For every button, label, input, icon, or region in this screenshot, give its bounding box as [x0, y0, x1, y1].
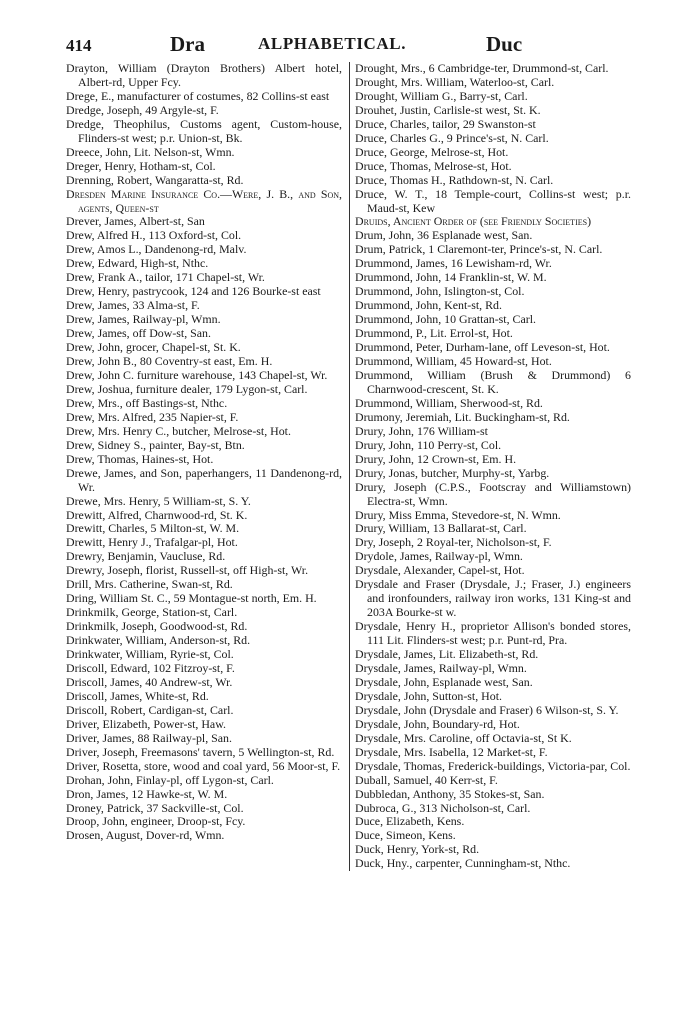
directory-entry: Drummond, John, Islington-st, Col. [355, 284, 525, 299]
directory-entry: Dron, James, 12 Hawke-st, W. M. [66, 786, 228, 801]
directory-entry: Driscoll, Edward, 102 Fitzroy-st, F. [66, 660, 235, 675]
directory-entry: Driscoll, James, White-st, Rd. [66, 688, 209, 703]
directory-entry: Drew, Edward, High-st, Nthc. [66, 256, 209, 271]
directory-entry: Drinkwater, William, Anderson-st, Rd. [66, 633, 251, 648]
directory-entry: Drysdale, James, Railway-pl, Wmn. [355, 660, 527, 675]
directory-entry: Drummond, James, 16 Lewisham-rd, Wr. [355, 256, 552, 271]
directory-entry: Drew, James, off Dow-st, San. [66, 326, 211, 341]
directory-entry: Drayton, William (Drayton Brothers) Albert hotel, Albert-rd, Upper Fcy. [66, 61, 342, 89]
directory-entry: Drew, James, 33 Alma-st, F. [66, 298, 200, 313]
directory-entry: Drysdale, John (Drysdale and Fraser) 6 Wilson-st, S. Y. [355, 702, 619, 717]
directory-entry: Driscoll, James, 40 Andrew-st, Wr. [66, 674, 233, 689]
page-title: ALPHABETICAL. [258, 34, 407, 53]
directory-entry: Duce, Elizabeth, Kens. [355, 814, 465, 829]
directory-entry: Drew, Mrs. Alfred, 235 Napier-st, F. [66, 409, 239, 424]
directory-entry: Drinkmilk, George, Station-st, Carl. [66, 605, 238, 620]
directory-entry: Drummond, John, 10 Grattan-st, Carl. [355, 312, 536, 327]
directory-entry: Drury, John, 12 Crown-st, Em. H. [355, 451, 517, 466]
directory-entry: Drewe, Mrs. Henry, 5 William-st, S. Y. [66, 493, 251, 508]
directory-entry: Drum, Patrick, 1 Claremont-ter, Prince's-st, N. Carl. [355, 242, 603, 257]
directory-entry: Dry, Joseph, 2 Royal-ter, Nicholson-st, F. [355, 535, 552, 550]
directory-entry: Druce, Charles, tailor, 29 Swanston-st [355, 116, 536, 131]
directory-entry: Drury, John, 110 Perry-st, Col. [355, 437, 502, 452]
directory-entry: Drummond, John, 14 Franklin-st, W. M. [355, 270, 547, 285]
directory-entry: Drury, John, 176 William-st [355, 423, 488, 438]
directory-entry: Drum, John, 36 Esplanade west, San. [355, 228, 533, 243]
directory-entry: Duce, Simeon, Kens. [355, 828, 456, 843]
directory-entry: Drew, Amos L., Dandenong-rd, Malv. [66, 242, 247, 257]
directory-entry: Drummond, P., Lit. Errol-st, Hot. [355, 326, 513, 341]
right-column [349, 62, 631, 871]
page-header [66, 30, 665, 56]
directory-entry: Drummond, John, Kent-st, Rd. [355, 298, 502, 313]
right-running-key: Duc [486, 32, 523, 56]
directory-entry: Duck, Henry, York-st, Rd. [355, 842, 480, 857]
directory-entry: Drummond, William, 45 Howard-st, Hot. [355, 354, 552, 369]
directory-entry: Druce, Thomas, Melrose-st, Hot. [355, 158, 512, 173]
directory-entry: Droney, Patrick, 37 Sackville-st, Col. [66, 800, 244, 815]
directory-entry: Driscoll, Robert, Cardigan-st, Carl. [66, 702, 234, 717]
directory-entry: Drewe, James, and Son, paperhangers, 11 Dandenong-rd, Wr. [66, 465, 342, 494]
directory-entry: Drew, James, Railway-pl, Wmn. [66, 312, 221, 327]
directory-entry: Drury, Miss Emma, Stevedore-st, N. Wmn. [355, 507, 561, 522]
directory-entry: Drenning, Robert, Wangaratta-st, Rd. [66, 172, 244, 187]
directory-entry: Dredge, Joseph, 49 Argyle-st, F. [66, 102, 219, 117]
directory-entry: Drought, Mrs. William, Waterloo-st, Carl. [355, 74, 555, 89]
directory-entry: Drysdale, Henry H., proprietor Allison's bonded stores, 111 Lit. Flinders-st west; p.r. Punt-rd, Pra. [355, 619, 631, 648]
directory-entry: Drew, Joshua, furniture dealer, 179 Lygon-st, Carl. [66, 381, 308, 396]
left-column [66, 62, 342, 871]
directory-entry: Drysdale, Thomas, Frederick-buildings, Victoria-par, Col. [355, 758, 631, 773]
left-running-key: Dra [170, 32, 205, 56]
directory-entry: Drysdale and Fraser (Drysdale, J.; Fraser, J.) engineers and ironfounders, railway iron works, 131 King-st and 203A Bourke-st w. [355, 577, 631, 620]
directory-entry: Drewry, Joseph, florist, Russell-st, off High-st, Wr. [66, 563, 309, 578]
directory-entry: Drew, Mrs. Henry C., butcher, Melrose-st, Hot. [66, 423, 291, 438]
directory-entry: Driver, James, 88 Railway-pl, San. [66, 730, 232, 745]
directory-entry: Drummond, William, Sherwood-st, Rd. [355, 395, 543, 410]
directory-entry: Drysdale, Mrs. Caroline, off Octavia-st, St K. [355, 730, 572, 745]
directory-entry: Drew, John, grocer, Chapel-st, St. K. [66, 340, 241, 355]
directory-entry: Driver, Elizabeth, Power-st, Haw. [66, 716, 226, 731]
directory-entry: Drummond, Peter, Durham-lane, off Leveson-st, Hot. [355, 340, 610, 355]
directory-entry: Drew, Mrs., off Bastings-st, Nthc. [66, 395, 228, 410]
directory-entry: Dresden Marine Insurance Co.—Were, J. B., and Son, agents, Queen-st [66, 186, 342, 215]
directory-entry: Drysdale, Mrs. Isabella, 12 Market-st, F. [355, 744, 548, 759]
directory-entry: Drege, E., manufacturer of costumes, 82 Collins-st east [66, 88, 330, 103]
directory-entry: Drill, Mrs. Catherine, Swan-st, Rd. [66, 577, 233, 592]
directory-entry: Drew, John C. furniture warehouse, 143 Chapel-st, Wr. [66, 367, 328, 382]
directory-entry: Drewitt, Alfred, Charnwood-rd, St. K. [66, 507, 248, 522]
directory-entry: Drew, Sidney S., painter, Bay-st, Btn. [66, 437, 245, 452]
directory-entry: Drysdale, John, Boundary-rd, Hot. [355, 716, 520, 731]
directory-entry: Drummond, William (Brush & Drummond) 6 Charnwood-crescent, St. K. [355, 367, 631, 396]
directory-entry: Dring, William St. C., 59 Montague-st north, Em. H. [66, 591, 317, 606]
directory-entry: Drysdale, James, Lit. Elizabeth-st, Rd. [355, 647, 539, 662]
directory-columns [66, 62, 665, 871]
directory-entry: Dredge, Theophilus, Customs agent, Custom-house, Flinders-st west; p.r. Union-st, Bk. [66, 116, 342, 145]
directory-entry: Driver, Rosetta, store, wood and coal yard, 56 Moor-st, F. [66, 758, 341, 773]
directory-entry: Drinkwater, William, Ryrie-st, Col. [66, 647, 234, 662]
directory-entry: Drew, Alfred H., 113 Oxford-st, Col. [66, 228, 242, 243]
directory-entry: Drinkmilk, Joseph, Goodwood-st, Rd. [66, 619, 248, 634]
directory-entry: Duck, Hny., carpenter, Cunningham-st, Nthc. [355, 856, 571, 871]
directory-entry: Drydole, James, Railway-pl, Wmn. [355, 549, 523, 564]
directory-entry: Druce, Charles G., 9 Prince's-st, N. Carl. [355, 130, 549, 145]
directory-entry: Drumony, Jeremiah, Lit. Buckingham-st, Rd. [355, 409, 570, 424]
directory-entry: Drury, William, 13 Ballarat-st, Carl. [355, 521, 527, 536]
directory-entry: Drohan, John, Finlay-pl, off Lygon-st, Carl. [66, 772, 274, 787]
directory-entry: Drosen, August, Dover-rd, Wmn. [66, 828, 225, 843]
directory-entry: Drysdale, John, Esplanade west, San. [355, 674, 533, 689]
directory-entry: Dreece, John, Lit. Nelson-st, Wmn. [66, 144, 235, 159]
directory-entry: Drew, John B., 80 Coventry-st east, Em. H. [66, 354, 273, 369]
directory-entry: Drouhet, Justin, Carlisle-st west, St. K. [355, 102, 541, 117]
directory-entry: Droop, John, engineer, Droop-st, Fcy. [66, 814, 246, 829]
directory-entry: Drew, Thomas, Haines-st, Hot. [66, 451, 214, 466]
directory-entry: Dreger, Henry, Hotham-st, Col. [66, 158, 216, 173]
directory-entry: Druids, Ancient Order of (see Friendly Societies) [355, 214, 592, 229]
directory-entry: Drewitt, Charles, 5 Milton-st, W. M. [66, 521, 240, 536]
directory-entry: Drever, James, Albert-st, San [66, 214, 205, 229]
page-number: 414 [66, 36, 92, 55]
directory-entry: Druce, George, Melrose-st, Hot. [355, 144, 509, 159]
directory-entry: Dubbledan, Anthony, 35 Stokes-st, San. [355, 786, 545, 801]
directory-entry: Drysdale, Alexander, Capel-st, Hot. [355, 563, 525, 578]
directory-entry: Drewitt, Henry J., Trafalgar-pl, Hot. [66, 535, 238, 550]
directory-entry: Dubroca, G., 313 Nicholson-st, Carl. [355, 800, 531, 815]
directory-entry: Driver, Joseph, Freemasons' tavern, 5 Wellington-st, Rd. [66, 744, 335, 759]
directory-entry: Drew, Henry, pastrycook, 124 and 126 Bourke-st east [66, 284, 321, 299]
directory-entry: Druce, W. T., 18 Temple-court, Collins-st west; p.r. Maud-st, Kew [355, 186, 631, 215]
directory-entry: Duball, Samuel, 40 Kerr-st, F. [355, 772, 498, 787]
directory-entry: Drury, Jonas, butcher, Murphy-st, Yarbg. [355, 465, 550, 480]
directory-entry: Drysdale, John, Sutton-st, Hot. [355, 688, 502, 703]
directory-entry: Drought, Mrs., 6 Cambridge-ter, Drummond-st, Carl. [355, 61, 609, 75]
directory-entry: Druce, Thomas H., Rathdown-st, N. Carl. [355, 172, 554, 187]
directory-entry: Drewry, Benjamin, Vaucluse, Rd. [66, 549, 226, 564]
directory-entry: Drury, Joseph (C.P.S., Footscray and Williamstown) Electra-st, Wmn. [355, 479, 631, 508]
directory-entry: Drought, William G., Barry-st, Carl. [355, 88, 528, 103]
directory-entry: Drew, Frank A., tailor, 171 Chapel-st, Wr. [66, 270, 265, 285]
